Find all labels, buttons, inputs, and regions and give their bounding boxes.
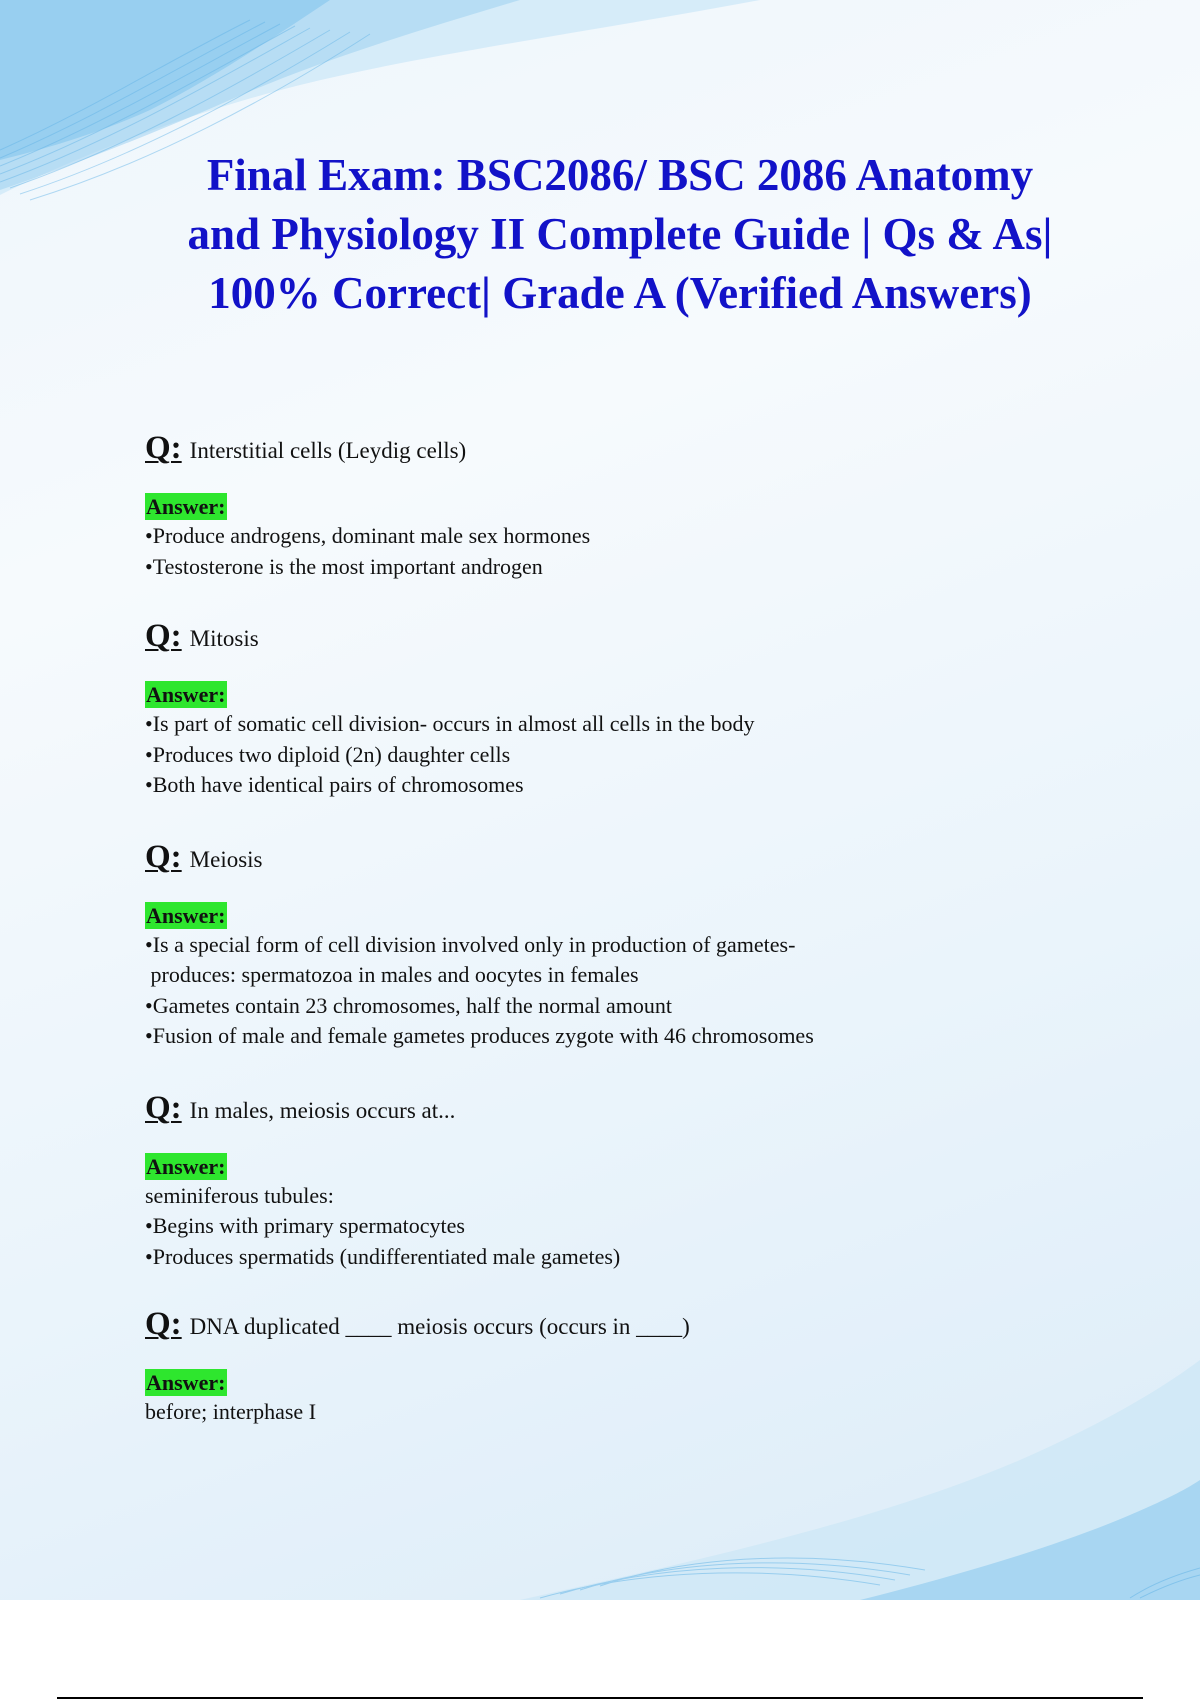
- answer-lines: [145, 1397, 1085, 1428]
- answer-label: Answer:: [146, 902, 226, 928]
- answer-line: before; interphase I: [145, 1399, 317, 1424]
- answer-lines: [145, 930, 1085, 1052]
- question-marker: Q:: [145, 838, 182, 875]
- answer-lines: [145, 521, 1085, 582]
- answer-lines: [145, 1181, 1085, 1273]
- answer-line: •Produce androgens, dominant male sex hormones: [145, 523, 591, 548]
- answer-line: produces: spermatozoa in males and oocytes in females: [145, 962, 639, 987]
- qa-item: [145, 1308, 1085, 1428]
- answer-line: •Produces spermatids (undifferentiated male gametes): [145, 1243, 621, 1269]
- answer-line: •Is part of somatic cell division- occurs in almost all cells in the body: [145, 711, 755, 736]
- answer-line: seminiferous tubules:: [145, 1182, 334, 1208]
- answer-label: Answer:: [146, 682, 226, 707]
- answer-line: •Begins with primary spermatocytes: [145, 1213, 465, 1238]
- footer-divider: [57, 1697, 1143, 1699]
- question-marker: Q:: [145, 430, 182, 466]
- question-text: In males, meiosis occurs at...: [189, 1097, 456, 1123]
- answer-line: •Gametes contain 23 chromosomes, half the normal amount: [145, 992, 673, 1018]
- qa-list: [145, 432, 1085, 1428]
- question-marker: Q:: [145, 1306, 182, 1342]
- answer-line: •Produces two diploid (2n) daughter cells: [145, 741, 511, 767]
- answer-label: Answer:: [146, 494, 226, 519]
- answer-lines: [145, 709, 1085, 801]
- answer-line: •Testosterone is the most important androgen: [145, 553, 543, 579]
- question-text: DNA duplicated ____ meiosis occurs (occurs in ____): [189, 1314, 690, 1339]
- question: [145, 620, 1085, 655]
- qa-item: [145, 620, 1085, 801]
- question: [145, 432, 1085, 467]
- document-title: [100, 146, 1140, 323]
- answer-line: •Is a special form of cell division involved only in production of gametes-: [145, 931, 796, 957]
- title-line: 100% Correct| Grade A (Verified Answers): [208, 268, 1032, 318]
- answer-line: •Both have identical pairs of chromosomes: [145, 772, 524, 797]
- question: [145, 1308, 1085, 1343]
- qa-item: [145, 838, 1085, 1052]
- qa-item: [145, 1089, 1085, 1273]
- title-line: and Physiology II Complete Guide | Qs & As|: [187, 209, 1053, 259]
- question-text: Meiosis: [189, 846, 263, 872]
- answer-line: •Fusion of male and female gametes produces zygote with 46 chromosomes: [145, 1023, 814, 1048]
- question: [145, 838, 1085, 876]
- answer-label: Answer:: [146, 1153, 226, 1179]
- question-marker: Q:: [145, 1089, 182, 1126]
- question-text: Interstitial cells (Leydig cells): [189, 438, 467, 463]
- question: [145, 1089, 1085, 1127]
- qa-item: [145, 432, 1085, 582]
- question-text: Mitosis: [189, 626, 259, 651]
- title-line: Final Exam: BSC2086/ BSC 2086 Anatomy: [206, 150, 1034, 200]
- question-marker: Q:: [145, 618, 182, 654]
- answer-label: Answer:: [146, 1370, 226, 1395]
